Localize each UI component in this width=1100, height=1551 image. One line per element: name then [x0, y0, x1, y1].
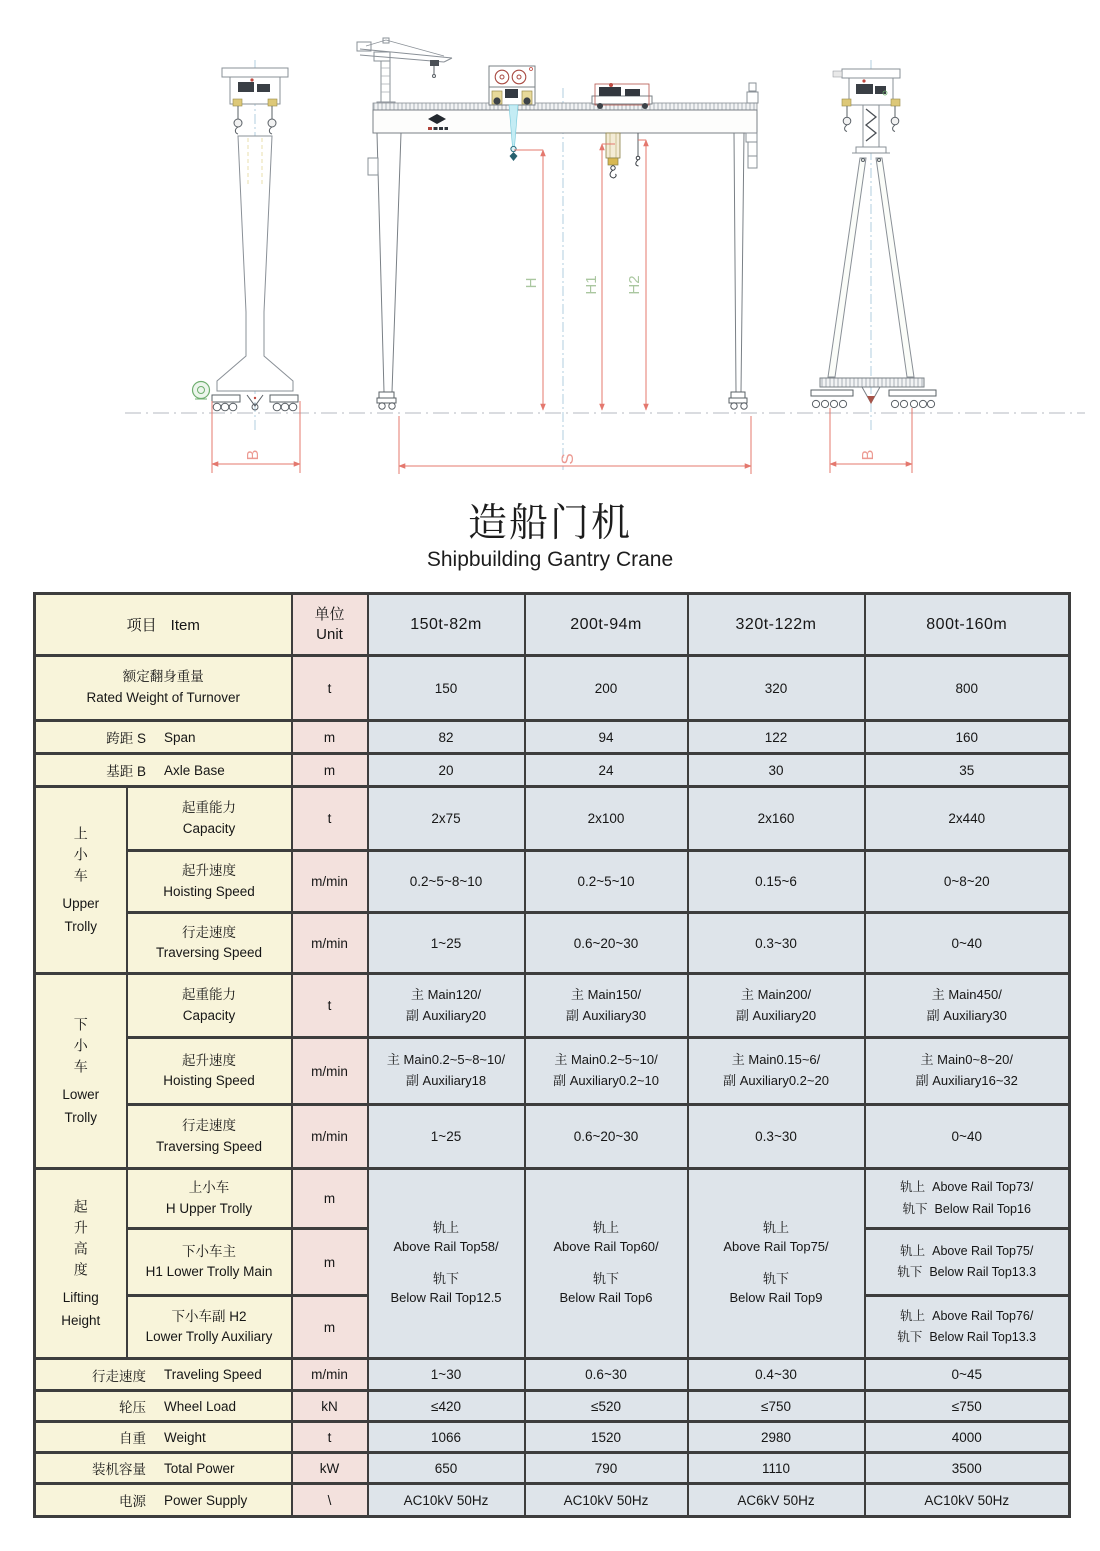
value-cell: 主 Main200/ 副 Auxiliary20	[688, 974, 865, 1038]
flexible-leg-side-view	[811, 60, 936, 433]
rigid-leg-side-view	[193, 60, 299, 433]
value-cell: ≤420	[368, 1391, 525, 1422]
group-lifting-height: 起升高度 Lifting Height	[35, 1169, 127, 1359]
value-cell: 0~8~20	[865, 851, 1070, 913]
unit-cell: m	[292, 754, 368, 787]
label-lower-hoisting: 起升速度 Hoisting Speed	[127, 1038, 292, 1105]
lifting-height-cell-320t: 轨上 Above Rail Top75/ 轨下 Below Rail Top9	[688, 1169, 865, 1359]
dimension-label-b-left: B	[245, 449, 262, 461]
unit-cell: m	[292, 721, 368, 754]
label-rated-weight: 额定翻身重量 Rated Weight of Turnover	[35, 656, 292, 721]
value-cell: 0.2~5~10	[525, 851, 688, 913]
header-unit: 单位 Unit	[292, 594, 368, 656]
value-cell: AC10kV 50Hz	[368, 1484, 525, 1517]
lifting-height-cell-800t-h1: 轨上 Above Rail Top75/ 轨下 Below Rail Top13.3	[865, 1229, 1070, 1296]
unit-cell: kN	[292, 1391, 368, 1422]
dimension-label-h2: H2	[626, 275, 643, 295]
value-cell: AC6kV 50Hz	[688, 1484, 865, 1517]
table-header-row	[35, 594, 1070, 656]
dimension-label-s: S	[558, 453, 577, 465]
value-cell: 1110	[688, 1453, 865, 1484]
header-model-320t: 320t-122m	[688, 594, 865, 656]
label-span: 跨距 S Span	[35, 721, 292, 754]
label-lower-traversing: 行走速度 Traversing Speed	[127, 1105, 292, 1169]
value-cell: 800	[865, 656, 1070, 721]
value-cell: 0.6~20~30	[525, 1105, 688, 1169]
value-cell: 0.3~30	[688, 913, 865, 974]
unit-cell: m	[292, 1169, 368, 1229]
page-title-chinese: 造船门机	[467, 502, 632, 545]
value-cell: 2x440	[865, 787, 1070, 851]
value-cell: 2x100	[525, 787, 688, 851]
row-lower-hoisting	[35, 1038, 1070, 1105]
label-h-upper-trolly: 上小车 H Upper Trolly	[127, 1169, 292, 1229]
value-cell: 1~25	[368, 913, 525, 974]
value-cell: 35	[865, 754, 1070, 787]
label-total-power: 装机容量 Total Power	[35, 1453, 292, 1484]
dimension-label-h: H	[523, 277, 540, 289]
value-cell: 320	[688, 656, 865, 721]
value-cell: 4000	[865, 1422, 1070, 1453]
label-weight: 自重 Weight	[35, 1422, 292, 1453]
value-cell: ≤750	[865, 1391, 1070, 1422]
value-cell: AC10kV 50Hz	[525, 1484, 688, 1517]
value-cell: 2980	[688, 1422, 865, 1453]
specification-table	[33, 592, 1071, 1518]
unit-cell: t	[292, 974, 368, 1038]
row-upper-hoisting	[35, 851, 1070, 913]
value-cell: 2x160	[688, 787, 865, 851]
header-model-800t: 800t-160m	[865, 594, 1070, 656]
unit-cell: t	[292, 656, 368, 721]
unit-cell: t	[292, 787, 368, 851]
value-cell: 94	[525, 721, 688, 754]
label-h2-lower-aux: 下小车副 H2 Lower Trolly Auxiliary	[127, 1296, 292, 1359]
lower-trolley	[592, 83, 652, 109]
value-cell: 主 Main150/ 副 Auxiliary30	[525, 974, 688, 1038]
value-cell: 1~25	[368, 1105, 525, 1169]
lifting-height-cell-200t: 轨上 Above Rail Top60/ 轨下 Below Rail Top6	[525, 1169, 688, 1359]
crane-technical-drawing	[0, 0, 1100, 500]
unit-cell: m/min	[292, 913, 368, 974]
value-cell: 0.15~6	[688, 851, 865, 913]
label-upper-hoisting: 起升速度 Hoisting Speed	[127, 851, 292, 913]
lower-trolley-hooks	[606, 133, 640, 178]
value-cell: 主 Main0.2~5~10/ 副 Auxiliary0.2~10	[525, 1038, 688, 1105]
value-cell: 0~40	[865, 1105, 1070, 1169]
value-cell: 0~45	[865, 1359, 1070, 1391]
row-total-power	[35, 1453, 1070, 1484]
group-lower-trolly: 下小车 Lower Trolly	[35, 974, 127, 1169]
label-upper-capacity: 起重能力 Capacity	[127, 787, 292, 851]
header-model-150t: 150t-82m	[368, 594, 525, 656]
row-power-supply	[35, 1484, 1070, 1517]
value-cell: 主 Main0.2~5~8~10/ 副 Auxiliary18	[368, 1038, 525, 1105]
value-cell: 1~30	[368, 1359, 525, 1391]
lifting-height-cell-800t-h2: 轨上 Above Rail Top76/ 轨下 Below Rail Top13.3	[865, 1296, 1070, 1359]
row-span	[35, 721, 1070, 754]
value-cell: 0.6~30	[525, 1359, 688, 1391]
label-h1-lower-main: 下小车主 H1 Lower Trolly Main	[127, 1229, 292, 1296]
row-wheel-load	[35, 1391, 1070, 1422]
value-cell: 122	[688, 721, 865, 754]
label-lower-capacity: 起重能力 Capacity	[127, 974, 292, 1038]
value-cell: ≤520	[525, 1391, 688, 1422]
dimension-lines	[212, 140, 912, 474]
value-cell: 主 Main0.15~6/ 副 Auxiliary0.2~20	[688, 1038, 865, 1105]
value-cell: 30	[688, 754, 865, 787]
value-cell: 24	[525, 754, 688, 787]
value-cell: 200	[525, 656, 688, 721]
unit-cell: m/min	[292, 1038, 368, 1105]
unit-cell: m	[292, 1229, 368, 1296]
value-cell: 150	[368, 656, 525, 721]
value-cell: 0~40	[865, 913, 1070, 974]
label-wheel-load: 轮压 Wheel Load	[35, 1391, 292, 1422]
row-lower-capacity	[35, 974, 1070, 1038]
group-upper-trolly: 上小车 Upper Trolly	[35, 787, 127, 974]
dimension-label-b-right: B	[860, 449, 877, 461]
unit-cell: \	[292, 1484, 368, 1517]
value-cell: 0.2~5~8~10	[368, 851, 525, 913]
header-item-en: Item	[170, 617, 200, 634]
unit-cell: m/min	[292, 1359, 368, 1391]
value-cell: 3500	[865, 1453, 1070, 1484]
value-cell: 790	[525, 1453, 688, 1484]
lifting-height-cell-800t-h: 轨上 Above Rail Top73/ 轨下 Below Rail Top16	[865, 1169, 1070, 1229]
value-cell: 82	[368, 721, 525, 754]
unit-cell: kW	[292, 1453, 368, 1484]
value-cell: 主 Main450/ 副 Auxiliary30	[865, 974, 1070, 1038]
dimension-label-h1: H1	[583, 275, 600, 295]
value-cell: 2x75	[368, 787, 525, 851]
row-upper-capacity	[35, 787, 1070, 851]
value-cell: 1520	[525, 1422, 688, 1453]
label-upper-traversing: 行走速度 Traversing Speed	[127, 913, 292, 974]
row-lifting-h-upper	[35, 1169, 1070, 1229]
value-cell: 0.4~30	[688, 1359, 865, 1391]
header-model-200t: 200t-94m	[525, 594, 688, 656]
row-rated-weight	[35, 656, 1070, 721]
value-cell: 650	[368, 1453, 525, 1484]
row-upper-traversing	[35, 913, 1070, 974]
value-cell: 主 Main0~8~20/ 副 Auxiliary16~32	[865, 1038, 1070, 1105]
gantry-front-view	[357, 38, 758, 470]
header-item	[35, 594, 292, 656]
label-power-supply: 电源 Power Supply	[35, 1484, 292, 1517]
row-traveling-speed	[35, 1359, 1070, 1391]
page-title-english: Shipbuilding Gantry Crane	[426, 547, 674, 571]
row-axle-base	[35, 754, 1070, 787]
value-cell: 1066	[368, 1422, 525, 1453]
value-cell: AC10kV 50Hz	[865, 1484, 1070, 1517]
unit-cell: m/min	[292, 851, 368, 913]
unit-cell: t	[292, 1422, 368, 1453]
cable-reel	[193, 382, 210, 400]
unit-cell: m/min	[292, 1105, 368, 1169]
value-cell: ≤750	[688, 1391, 865, 1422]
header-item-cn: 项目	[126, 617, 157, 634]
label-traveling-speed: 行走速度 Traveling Speed	[35, 1359, 292, 1391]
jib-crane	[357, 38, 452, 106]
unit-cell: m	[292, 1296, 368, 1359]
value-cell: 0.3~30	[688, 1105, 865, 1169]
lifting-height-cell-150t: 轨上 Above Rail Top58/ 轨下 Below Rail Top12.5	[368, 1169, 525, 1359]
value-cell: 20	[368, 754, 525, 787]
row-lower-traversing	[35, 1105, 1070, 1169]
label-axle-base: 基距 B Axle Base	[35, 754, 292, 787]
value-cell: 0.6~20~30	[525, 913, 688, 974]
row-weight	[35, 1422, 1070, 1453]
upper-trolley	[489, 66, 535, 105]
value-cell: 160	[865, 721, 1070, 754]
value-cell: 主 Main120/ 副 Auxiliary20	[368, 974, 525, 1038]
title-block	[0, 502, 1100, 578]
